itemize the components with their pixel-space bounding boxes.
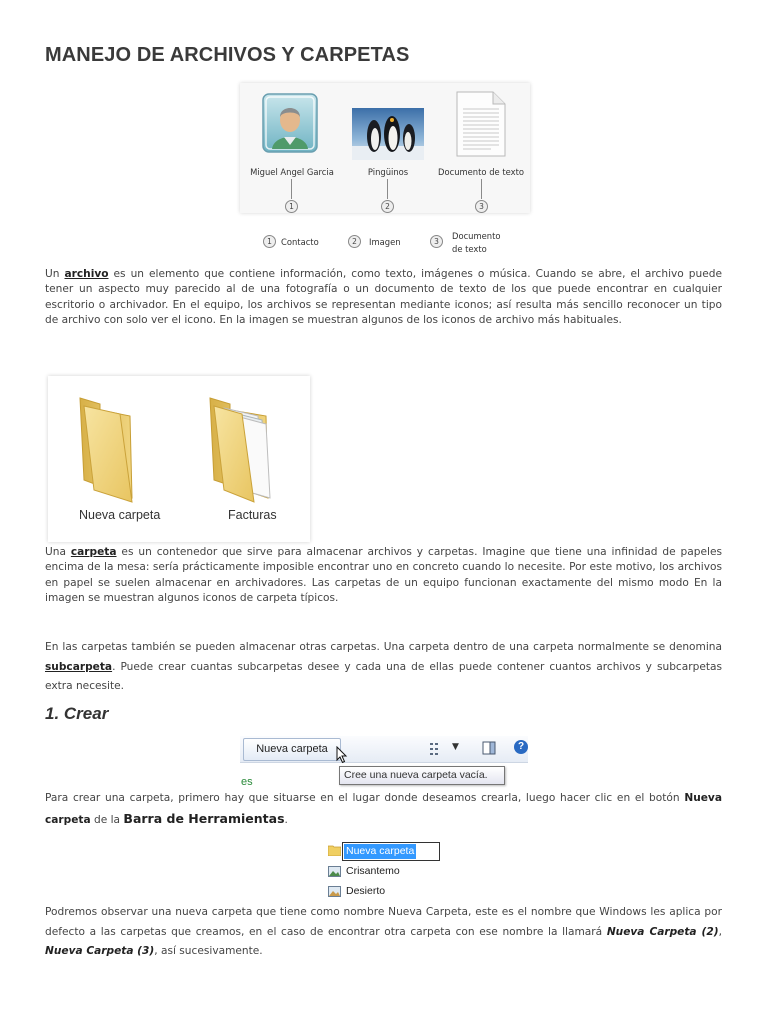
text-run: , así sucesivamente. [154,945,263,957]
callout-number: 1 [285,200,298,213]
paragraph-nombre [45,903,722,962]
new-folder-button[interactable]: Nueva carpeta [243,738,341,761]
bold-barra-herramientas: Barra de Herramientas [123,810,285,826]
bold-italic-name: Nueva Carpeta (2) [606,925,719,938]
truncated-text: es [241,776,253,788]
paragraph-crear [45,789,722,830]
file-label-document: Documento de texto [438,167,524,177]
connector-line [387,179,388,199]
empty-folder-icon [74,390,144,508]
connector-line [481,179,482,199]
text-run: es un elemento que contiene información, como texto, imágenes o música. Cuando se abre, el archivo puede tener un aspecto muy parecido al de una fotografía o un documento de texto de los que puede encontrar en cualquier escritorio o archivador. En el equipo, los archivos se representan mediante iconos; así resulta más sencillo reconocer un tipo de archivo con solo ver el icono. En la imagen se muestran algunos de los iconos de archivo más habituales. [45,268,722,327]
folder-label-new: Nueva carpeta [79,508,161,522]
text-run: , [718,925,722,938]
folder-icons-figure [48,376,310,542]
view-options-icon[interactable] [430,743,444,755]
chevron-down-icon[interactable]: ▼ [452,742,459,752]
folder-label-facturas: Facturas [228,508,277,522]
rename-input[interactable] [342,842,440,861]
file-label-contact: Miguel Angel Garcia [250,167,334,177]
text-run: es un contenedor que sirve para almacenar archivos y carpetas. Imagine que tiene una infinidad de papeles encima de la mesa: sería prácticamente imposible encontrar uno en concreto cuando lo necesite. Por este motivo, los archivos en papel se suelen almacenar en archivadores. Las carpetas de un equipo funcionan exactamente del mismo modo En la imagen se muestran algunos iconos de carpeta típicos. [45,546,722,605]
bold-italic-name: Nueva Carpeta (3) [45,945,155,957]
full-folder-icon [206,390,282,508]
page-title: MANEJO DE ARCHIVOS Y CARPETAS [45,44,410,66]
text-run: . [284,813,288,826]
list-item[interactable] [325,883,445,901]
contact-avatar-icon [262,93,318,155]
text-run: En las carpetas también se pueden almacenar otras carpetas. Una carpeta dentro de una carpeta normalmente se denomina [45,641,722,653]
keyword-carpeta: carpeta [70,546,117,558]
legend-number: 2 [348,235,361,248]
image-file-icon [328,866,341,877]
text-document-icon [455,91,507,157]
legend-text: de texto [452,244,487,254]
rename-folder-figure [325,840,445,902]
list-item-label: Desierto [346,885,386,897]
toolbar [240,736,528,763]
list-item-label: Crisantemo [346,865,400,877]
help-icon[interactable]: ? [514,740,528,754]
tooltip: Cree una nueva carpeta vacía. [339,766,505,785]
mouse-cursor-icon [336,746,348,764]
bold-nueva-carpeta: Nueva carpeta [45,792,722,826]
preview-pane-icon[interactable] [482,741,496,755]
keyword-subcarpeta: subcarpeta [45,660,113,673]
file-label-image: Pingüinos [367,167,409,177]
callout-number: 3 [475,200,488,213]
text-run: Podremos observar una nueva carpeta que tiene como nombre Nueva Carpeta, este es el nombre que Windows les aplica por defecto a las carpetas que creamos, en el caso de encontrar otra carpeta con ese nombre la llamará [45,906,722,938]
callout-number: 2 [381,200,394,213]
section-heading-crear: 1. Crear [45,704,109,723]
penguins-image-icon [352,108,424,160]
legend-text: Imagen [369,237,401,247]
list-item[interactable] [325,842,445,860]
folder-icon [328,845,341,856]
paragraph-carpeta [45,545,722,607]
text-run: Un [45,268,65,280]
file-icons-figure [238,83,532,256]
text-run: Para crear una carpeta, primero hay que situarse en el lugar donde deseamos crearla, luego hacer clic en el botón [45,792,685,804]
keyword-archivo: archivo [64,268,109,280]
text-run: . Puede crear cuantas subcarpetas desee y cada una de ellas puede contener cuantos archivos y subcarpetas extra necesite. [45,660,722,692]
paragraph-archivo [45,267,722,329]
selected-name-text: Nueva carpeta [346,845,415,857]
legend-text: Contacto [281,237,319,247]
legend-number: 1 [263,235,276,248]
paragraph-subcarpeta [45,638,722,697]
image-file-icon [328,886,341,897]
list-item[interactable] [325,863,445,881]
toolbar-screenshot [240,736,528,792]
text-run: de la [90,813,124,826]
legend-number: 3 [430,235,443,248]
connector-line [291,179,292,199]
text-run: Una [45,546,71,558]
legend-text: Documento [452,231,501,241]
